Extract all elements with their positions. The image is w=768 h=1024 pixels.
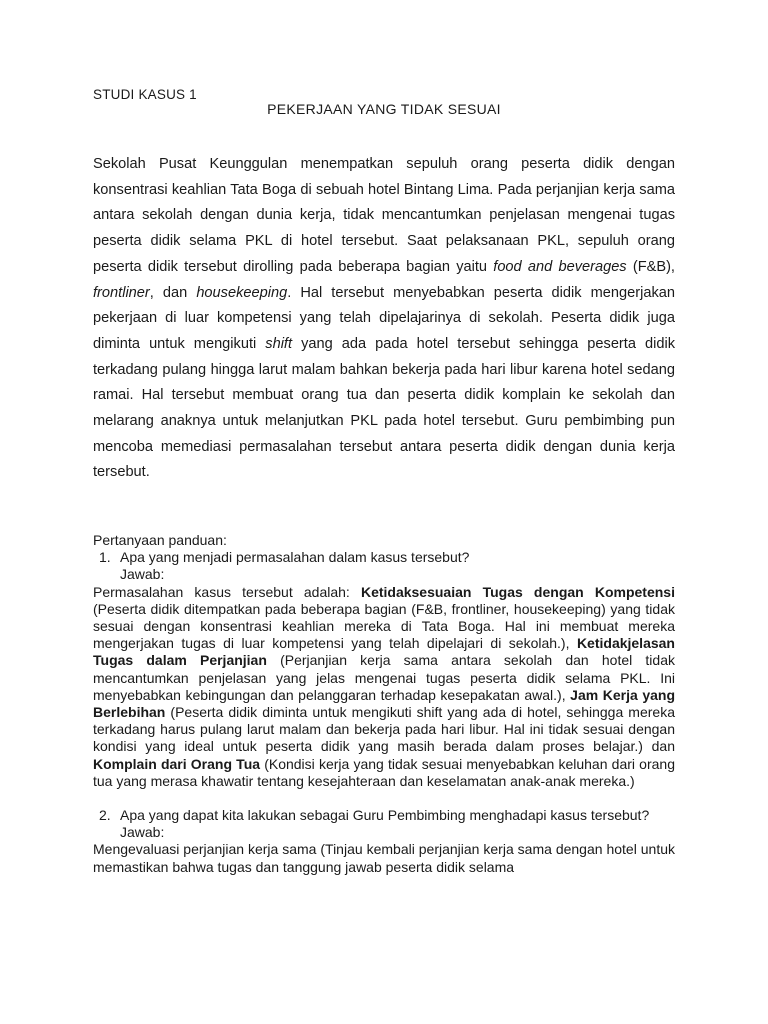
answer-text-segment: Permasalahan kasus tersebut adalah:: [93, 583, 361, 600]
questions-heading: Pertanyaan panduan:: [93, 532, 227, 548]
spacer: [93, 790, 675, 807]
case-term-housekeeping: housekeeping: [196, 284, 288, 301]
answer-point-heading: Komplain dari Orang Tua: [93, 755, 261, 772]
question-2: [93, 807, 675, 824]
answer-text-segment: (Peserta didik diminta untuk mengikuti shift yang ada di hotel, sehingga mereka terkadang harus pulang larut malam dan bekerja pada hari libur. Hal ini tidak sesuai dengan kondisi yang ideal untuk peserta didik yang masih berada dalam proses belajar.) dan: [93, 704, 675, 755]
question-number: 2.: [99, 807, 111, 824]
question-1: [93, 549, 675, 566]
answer-text-segment: (Kondisi kerja yang tidak sesuai menyebabkan keluhan dari orang tua yang merasa khawatir tentang kesejahteraan dan keselamatan anak-anak mereka.): [93, 755, 675, 789]
answer-text-segment: (Peserta didik ditempatkan pada beberapa bagian (F&B, frontliner, housekeeping) yang tidak sesuai dengan konsentrasi keahlian mereka di Tata Boga. Hal ini membuat mereka mengerjakan tugas di luar kompetensi yang telah dipelajari di sekolah.),: [93, 600, 675, 652]
answer-point-heading: Ketidaksesuaian Tugas dengan Kompetensi: [360, 583, 675, 600]
case-title: PEKERJAAN YANG TIDAK SESUAI: [267, 101, 501, 117]
case-text-segment: (F&B),: [626, 258, 675, 275]
question-text: Apa yang dapat kita lakukan sebagai Guru Pembimbing menghadapi kasus tersebut?: [120, 807, 650, 824]
answer-1: [93, 584, 675, 790]
question-number: 1.: [99, 549, 111, 566]
answer-point-heading: Jam Kerja yang Berlebihan: [93, 686, 676, 721]
answer-text-segment: (Perjanjian kerja sama antara sekolah dan hotel tidak mencantumkan penjelasan yang jelas mengenai tugas peserta didik selama PKL. Ini menyebabkan kebingungan dan pelanggaran terhadap kesepakatan awal.),: [93, 652, 675, 703]
case-text-segment: . Hal tersebut menyebabkan peserta didik mengerjakan pekerjaan di luar kompetensi yang telah dipelajarinya di sekolah. Peserta didik juga diminta untuk mengikuti: [93, 284, 675, 352]
case-term-shift: shift: [265, 335, 293, 352]
case-label: STUDI KASUS 1: [93, 87, 197, 102]
case-text-segment: Sekolah Pusat Keunggulan menempatkan sepuluh orang peserta didik dengan konsentrasi keahlian Tata Boga di sebuah hotel Bintang Lima. Pada perjanjian kerja sama antara sekolah dengan dunia kerja, tidak mencantumkan penjelasan mengenai tugas peserta didik selama PKL di hotel tersebut. Saat pelaksanaan PKL, sepuluh orang peserta didik tersebut dirolling pada beberapa bagian yaitu: [93, 156, 675, 275]
answer-2: Mengevaluasi perjanjian kerja sama (Tinjau kembali perjanjian kerja sama dengan hotel untuk memastikan bahwa tugas dan tanggung jawab peserta didik selama: [93, 841, 675, 875]
case-text-segment: yang ada pada hotel tersebut sehingga peserta didik terkadang pulang hingga larut malam bahkan bekerja pada hari libur karena hotel sedang ramai. Hal tersebut membuat orang tua dan peserta didik komplain ke sekolah dan melarang anaknya untuk melanjutkan PKL pada hotel tersebut. Guru pembimbing pun mencoba memediasi permasalahan tersebut antara peserta didik dengan dunia kerja tersebut.: [93, 335, 675, 481]
answer-label: Jawab:: [120, 566, 165, 583]
case-term-frontliner: frontliner: [93, 284, 150, 301]
answer-label: Jawab:: [120, 824, 165, 841]
case-term-food-beverages: food and beverages: [493, 258, 627, 275]
case-description: [93, 152, 675, 486]
answer-point-heading: Ketidakjelasan Tugas dalam Perjanjian: [93, 635, 675, 669]
guiding-questions: [93, 532, 675, 876]
case-text-segment: , dan: [149, 284, 197, 301]
question-text: Apa yang menjadi permasalahan dalam kasus tersebut?: [120, 549, 470, 566]
